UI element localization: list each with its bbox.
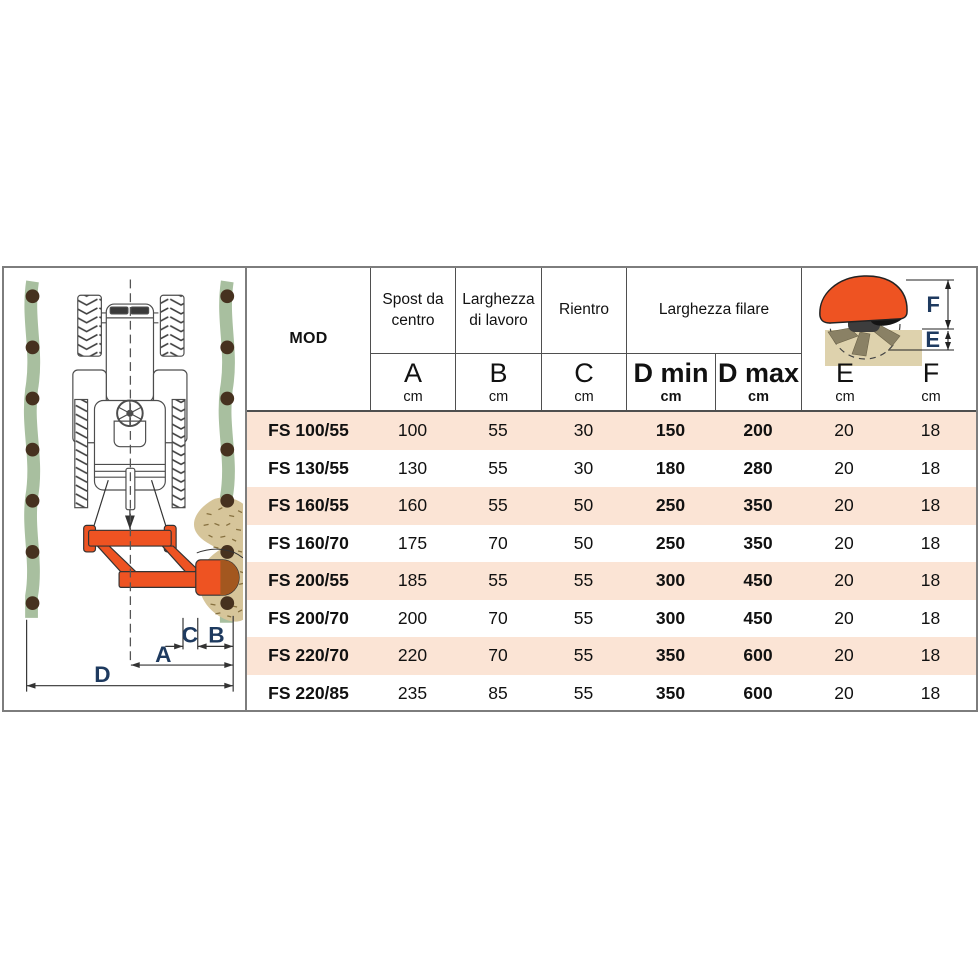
content-block — [2, 266, 978, 712]
col-header-e: E cm — [835, 357, 855, 405]
table-row — [247, 600, 976, 638]
cell-d-max: 350 — [743, 532, 773, 553]
cell-d-min: 300 — [655, 570, 686, 591]
dimension-arrows — [27, 643, 234, 688]
cell-f: 18 — [920, 495, 941, 516]
cell-d-min: 300 — [655, 607, 686, 628]
col-header-larghezza-filare: Larghezza filare — [626, 268, 801, 354]
cell-d-max: 450 — [743, 607, 773, 628]
cell-d-max: 450 — [743, 570, 773, 591]
cell-d-max: 280 — [743, 457, 773, 478]
table-row — [247, 562, 976, 600]
cell-f: 18 — [920, 607, 941, 628]
cell-a: 130 — [397, 457, 428, 478]
cell-b: 55 — [488, 420, 508, 441]
col-header-b: B cm — [455, 354, 541, 410]
table-row — [247, 525, 976, 563]
col-header-a: A cm — [370, 354, 455, 410]
cell-e: 20 — [834, 420, 854, 441]
cell-c: 55 — [573, 570, 594, 591]
dim-label-c: C — [181, 622, 199, 648]
cell-c: 30 — [573, 420, 594, 441]
table-row — [247, 487, 976, 525]
cell-f: 18 — [920, 420, 941, 441]
cell-a: 235 — [397, 682, 428, 703]
cell-f: 18 — [920, 570, 941, 591]
rotary-head-illustration-cell — [801, 268, 974, 410]
cell-f: 18 — [920, 457, 941, 478]
cell-c: 50 — [573, 495, 594, 516]
cell-b: 55 — [488, 457, 508, 478]
cell-b: 70 — [488, 645, 508, 666]
cell-c: 55 — [573, 607, 594, 628]
tractor-row-diagram — [4, 268, 247, 710]
cell-e: 20 — [834, 457, 854, 478]
cell-mod: FS 100/55 — [268, 420, 349, 441]
cell-a: 220 — [397, 645, 428, 666]
illus-dome — [820, 276, 907, 323]
arm-lower — [119, 572, 204, 588]
col-header-spost-da-centro: Spost da centro — [370, 268, 455, 354]
col-header-f: F cm — [921, 357, 941, 405]
cell-d-max: 600 — [743, 682, 773, 703]
cell-f: 18 — [920, 682, 941, 703]
dim-label-b: B — [208, 622, 225, 648]
cell-a: 185 — [397, 570, 428, 591]
dim-label-a: A — [155, 642, 172, 668]
table-row — [247, 637, 976, 675]
cell-mod: FS 200/55 — [268, 570, 349, 591]
cell-b: 70 — [488, 607, 508, 628]
dim-label-d: D — [94, 661, 111, 687]
cell-b: 55 — [488, 570, 508, 591]
table-body — [247, 412, 976, 712]
tractor-diagram-svg — [4, 268, 243, 710]
col-header-d-min: D min cm — [626, 354, 715, 410]
cell-c: 50 — [573, 532, 594, 553]
cell-d-min: 180 — [655, 457, 686, 478]
table-row — [247, 675, 976, 713]
cell-d-min: 350 — [655, 682, 686, 703]
cell-mod: FS 220/85 — [268, 682, 349, 703]
cell-b: 70 — [488, 532, 508, 553]
table-row — [247, 412, 976, 450]
cell-e: 20 — [834, 607, 854, 628]
cell-e: 20 — [834, 532, 854, 553]
col-header-larghezza-di-lavoro: Larghezza di lavoro — [455, 268, 541, 354]
cell-a: 160 — [397, 495, 428, 516]
cell-e: 20 — [834, 495, 854, 516]
cell-d-max: 600 — [743, 645, 773, 666]
cell-mod: FS 160/70 — [268, 532, 349, 553]
cell-a: 100 — [397, 420, 428, 441]
cell-mod: FS 200/70 — [268, 607, 349, 628]
cell-d-min: 250 — [655, 495, 686, 516]
cell-d-min: 150 — [655, 420, 686, 441]
col-header-c: C cm — [541, 354, 626, 410]
cell-e: 20 — [834, 682, 854, 703]
cell-mod: FS 220/70 — [268, 645, 349, 666]
cell-b: 85 — [488, 682, 508, 703]
illus-label-e: E — [925, 327, 940, 352]
cell-f: 18 — [920, 645, 941, 666]
spec-table — [247, 268, 976, 710]
col-header-mod: MOD — [289, 330, 328, 347]
col-header-d-max: D max cm — [715, 354, 801, 410]
cell-b: 55 — [488, 495, 508, 516]
cell-d-max: 200 — [743, 420, 773, 441]
table-row — [247, 450, 976, 488]
cell-d-min: 350 — [655, 645, 686, 666]
cell-a: 200 — [397, 607, 428, 628]
ef-header-labels — [802, 354, 974, 410]
cell-mod: FS 130/55 — [268, 457, 349, 478]
cell-c: 55 — [573, 682, 594, 703]
col-header-rientro: Rientro — [541, 268, 626, 354]
table-header — [247, 268, 976, 412]
cell-e: 20 — [834, 645, 854, 666]
cell-mod: FS 160/55 — [268, 495, 349, 516]
cell-c: 30 — [573, 457, 594, 478]
cell-a: 175 — [397, 532, 428, 553]
cell-e: 20 — [834, 570, 854, 591]
cell-d-min: 250 — [655, 532, 686, 553]
cell-d-max: 350 — [743, 495, 773, 516]
illus-label-f: F — [926, 292, 940, 317]
cell-f: 18 — [920, 532, 941, 553]
cell-c: 55 — [573, 645, 594, 666]
